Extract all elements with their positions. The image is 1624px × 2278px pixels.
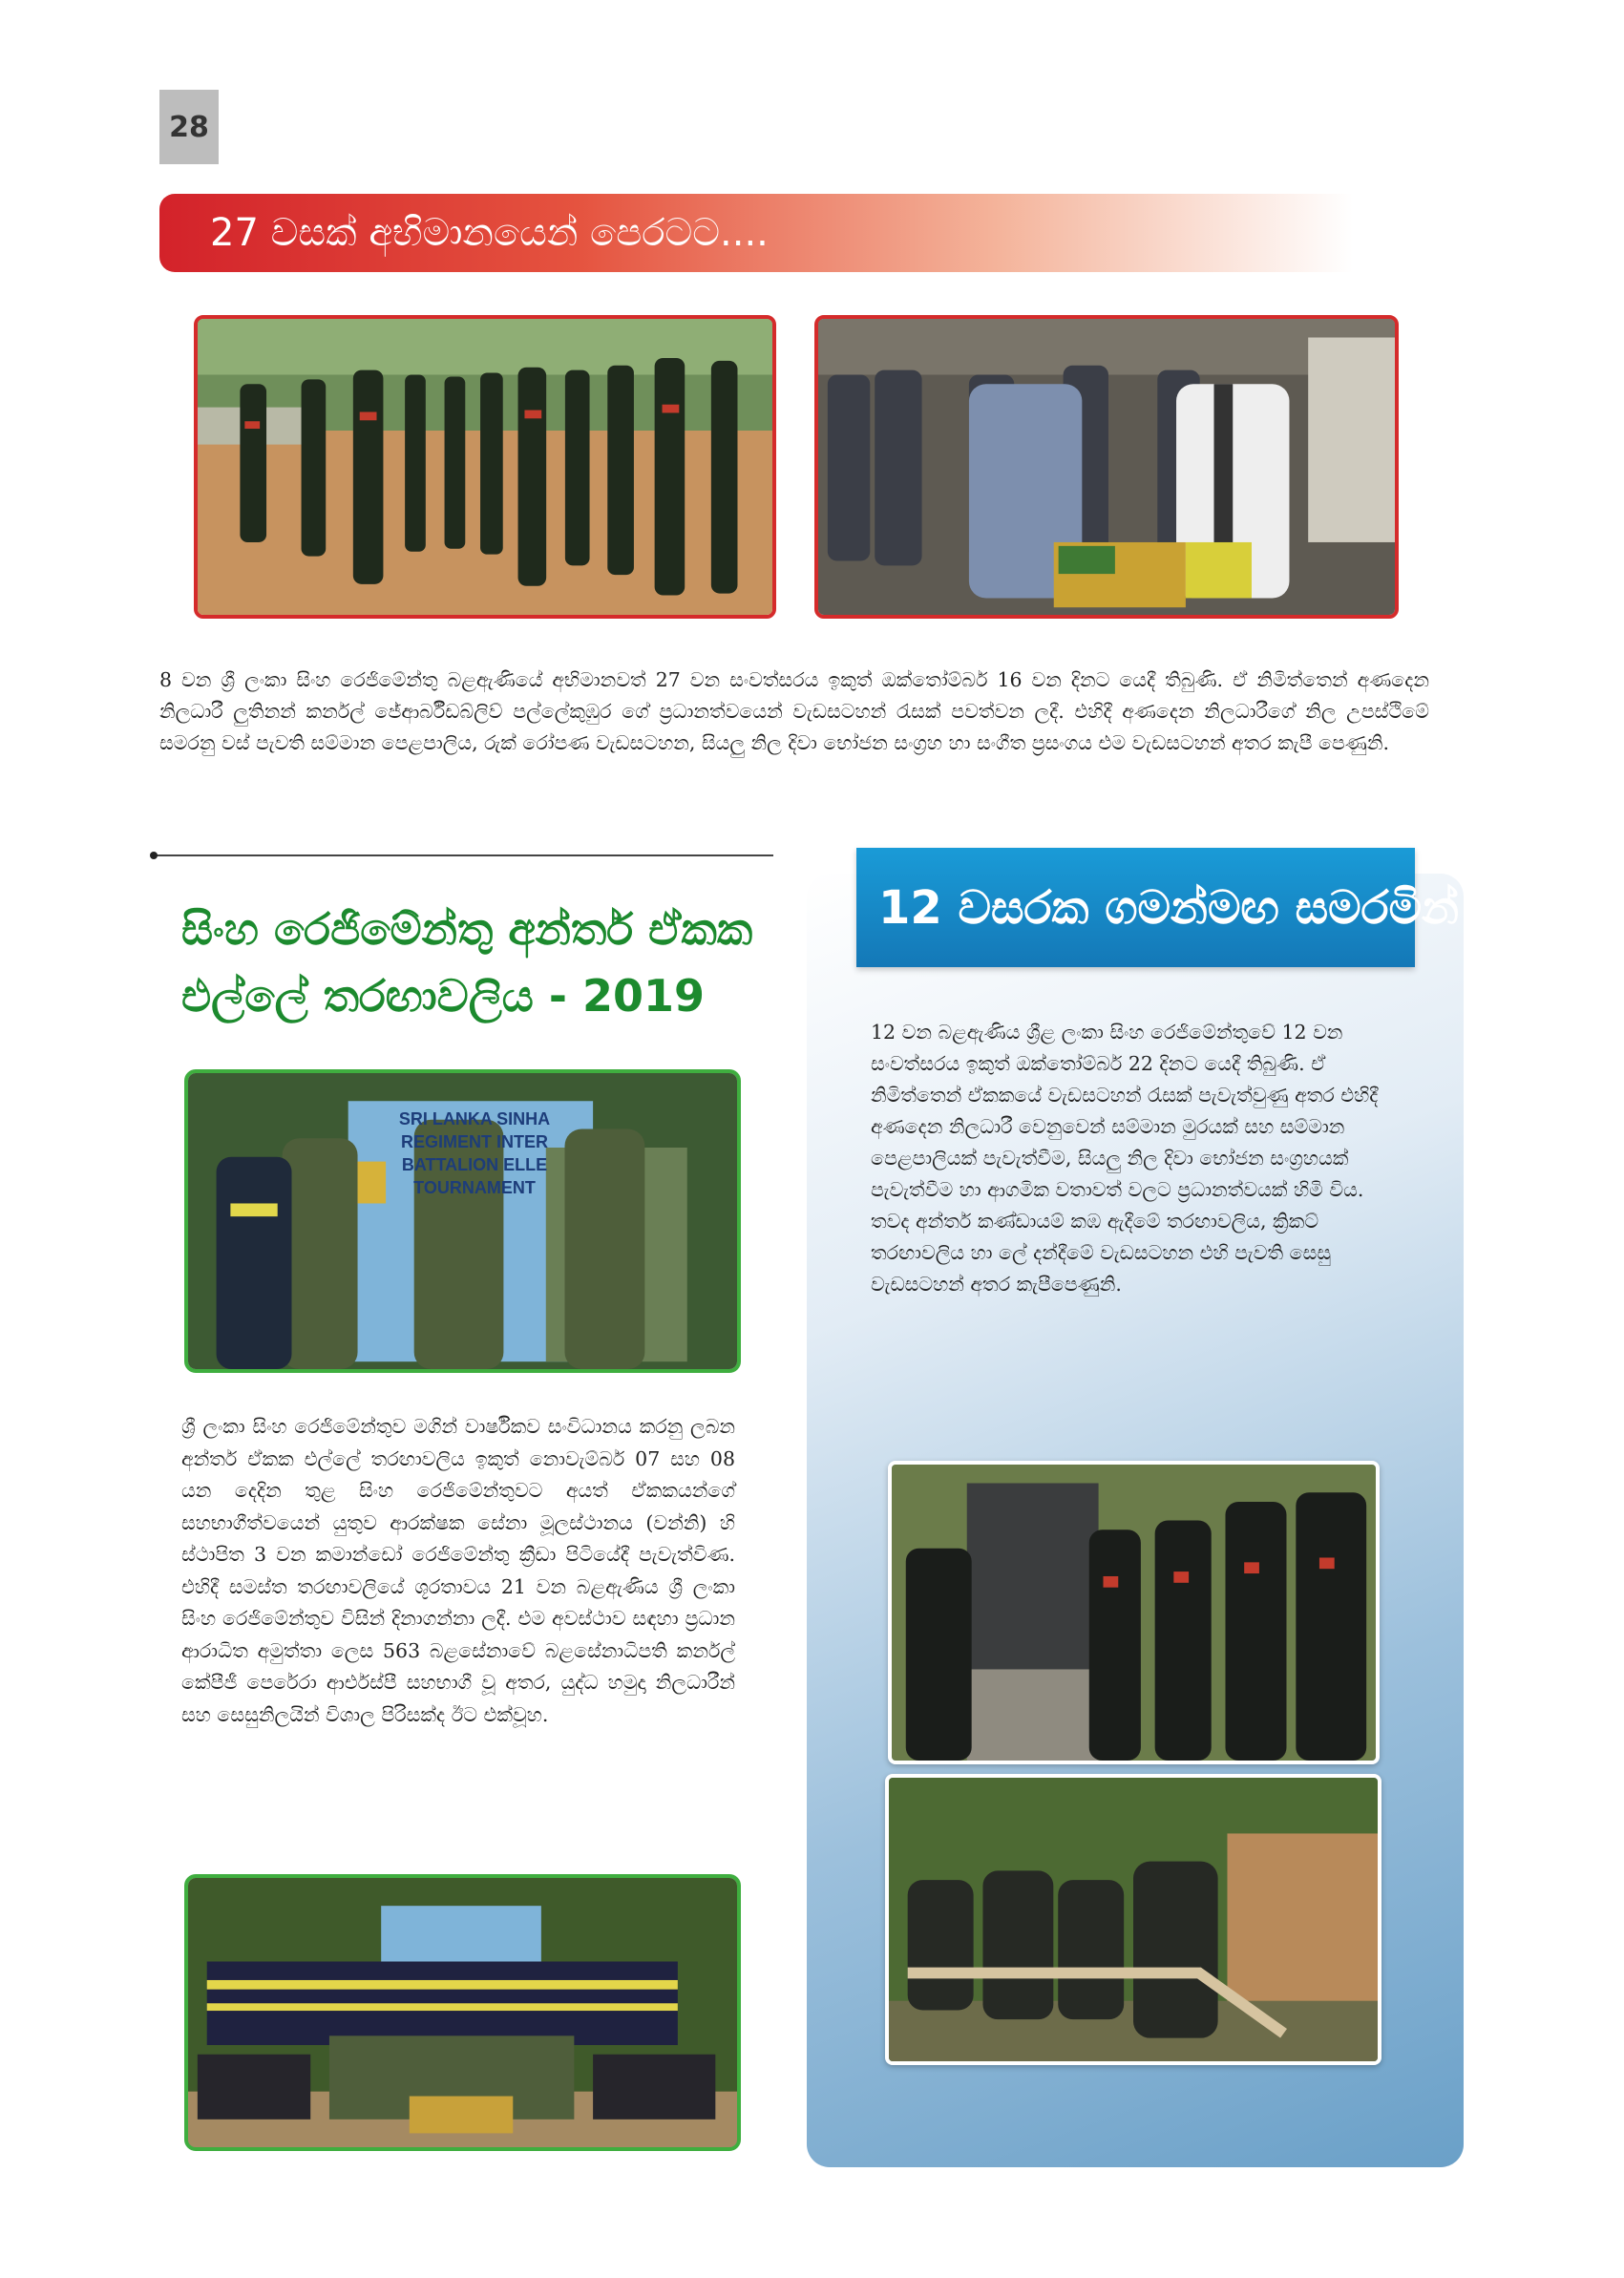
- section-divider: [153, 854, 773, 856]
- banner-title: 27 වසක් අභිමානයෙන් පෙරටට....: [210, 211, 769, 255]
- elle-tournament-paragraph: ශ්‍රී ලංකා සිංහ රෙජිමේන්තුව මගින් වාර්ෂිකව සංවිධානය කරනු ලබන අන්තර් ඒකක එල්ලේ තරඟාවලිය ඉකුත් නොවැම්බර් 07 සහ 08 යන දෙදින තුළ සිංහ රෙජිමේන්තුවට අයත් ඒකකයන්ගේ සහභාගීත්වයෙන් යුතුව ආරක්ෂක සේනා මූලස්ථානය (වන්නි) හි ස්ථාපිත 3 වන කමාන්ඩෝ රෙජිමේන්තු ක්‍රීඩා පිටියේදී පැවැත්විණ. එහිදී සමස්ත තරඟාවලියේ ශූරතාවය 21 වන බළඇණිය ශ්‍රී ලංකා සිංහ රෙජිමේන්තුව විසින් දිනාගන්නා ලදී. එම අවස්ථාව සඳහා ප්‍රධාන ආරාධිත අමුත්තා ලෙස 563 බළසේනාවේ බළසේනාධිපති කර්නල් කේපීජී පෙරේරා ආර්එස්පී සහභාගී වූ අතර, යුද්ධ හමුදා නිලධාරීන් සහ සෙසුනිලයින් විශාල පිරිසක්ද ඊට එක්වූහ.: [181, 1415, 735, 1726]
- tug-of-war-photo: [885, 1774, 1381, 2065]
- cake-cutting-photo: [814, 315, 1399, 619]
- parade-photo: [194, 315, 776, 619]
- anniversary-12-paragraph: 12 වන බළඇණිය ශ්‍රීළ ලංකා සිංහ රෙජිමේන්තුවේ 12 වන සංවත්සරය ඉකුත් ඔක්තෝම්බර් 22 දිනට යෙදී තිබුණි. ඒ නිමිත්තෙන් ඒකකයේ වැඩසටහන් රැසක් පැවැත්වුණු අතර එහිදී අණදෙන නිලධාරී වෙනුවෙන් සම්මාන මුරයක් සහ සම්මාන පෙළපාලියක් පැවැත්වීම, සියලු නිල දිවා භෝජන සංග්‍රහයක් පැවැත්වීම හා ආගමික වතාවත් වලට ප්‍රධානත්වයක් හිමි විය. තවද අන්තර් කණ්ඩායම් කඹ ඇදීමේ තරඟාවලිය, ක්‍රිකට් තරඟාවලිය හා ලේ දන්දීමේ වැඩසටහන එහි පැවති සෙසු වැඩසටහන් අතර කැපීපෙණුනි.: [871, 1021, 1379, 1296]
- elle-tournament-title: සිංහ රෙජිමේන්තු අන්තර් ඒකක එල්ලේ තරඟාවලිය - 2019: [181, 903, 753, 1022]
- anniversary-12-title: 12 වසරක ගමන්මඟ සමරමින්....: [878, 881, 1529, 935]
- photo-banner-text: SRI LANKA SINHA REGIMENT INTER BATTALION ELLE TOURNAMENT: [398, 1109, 551, 1197]
- guard-of-honour-photo: [888, 1461, 1380, 1764]
- page-number: 28: [159, 90, 219, 164]
- team-photo: [184, 1874, 741, 2151]
- divider-dot: [150, 852, 158, 859]
- trophy-photo: [184, 1069, 741, 1373]
- anniversary-paragraph: 8 වන ශ්‍රී ලංකා සිංහ රෙජිමේන්තු බළඇණියේ අභිමානවත් 27 වන සංවත්සරය ඉකුත් ඔක්තෝම්බර් 16 වන දිනට යෙදී තිබුණි. ඒ නිමිත්තෙන් අණදෙන නිලධාරී ලුතිනන් කර්නල් ජේආර්බීඩබ්ලිව් පල්ලේකුඹුර ගේ ප්‍රධානත්වයෙන් වැඩසටහන් රැසක් පවත්වන ලදී. එහිදී අණදෙන නිලධාරීගේ නිල උපස්ථිමේ සමරනු වස් පැවති සම්මාන පෙළපාලිය, රුක් රෝපණ වැඩසටහන, සියලු නිල දිවා භෝජන සංග්‍රහ හා සංගීත ප්‍රසංගය එම වැඩසටහන් අතර කැපී පෙණුනි.: [159, 668, 1429, 754]
